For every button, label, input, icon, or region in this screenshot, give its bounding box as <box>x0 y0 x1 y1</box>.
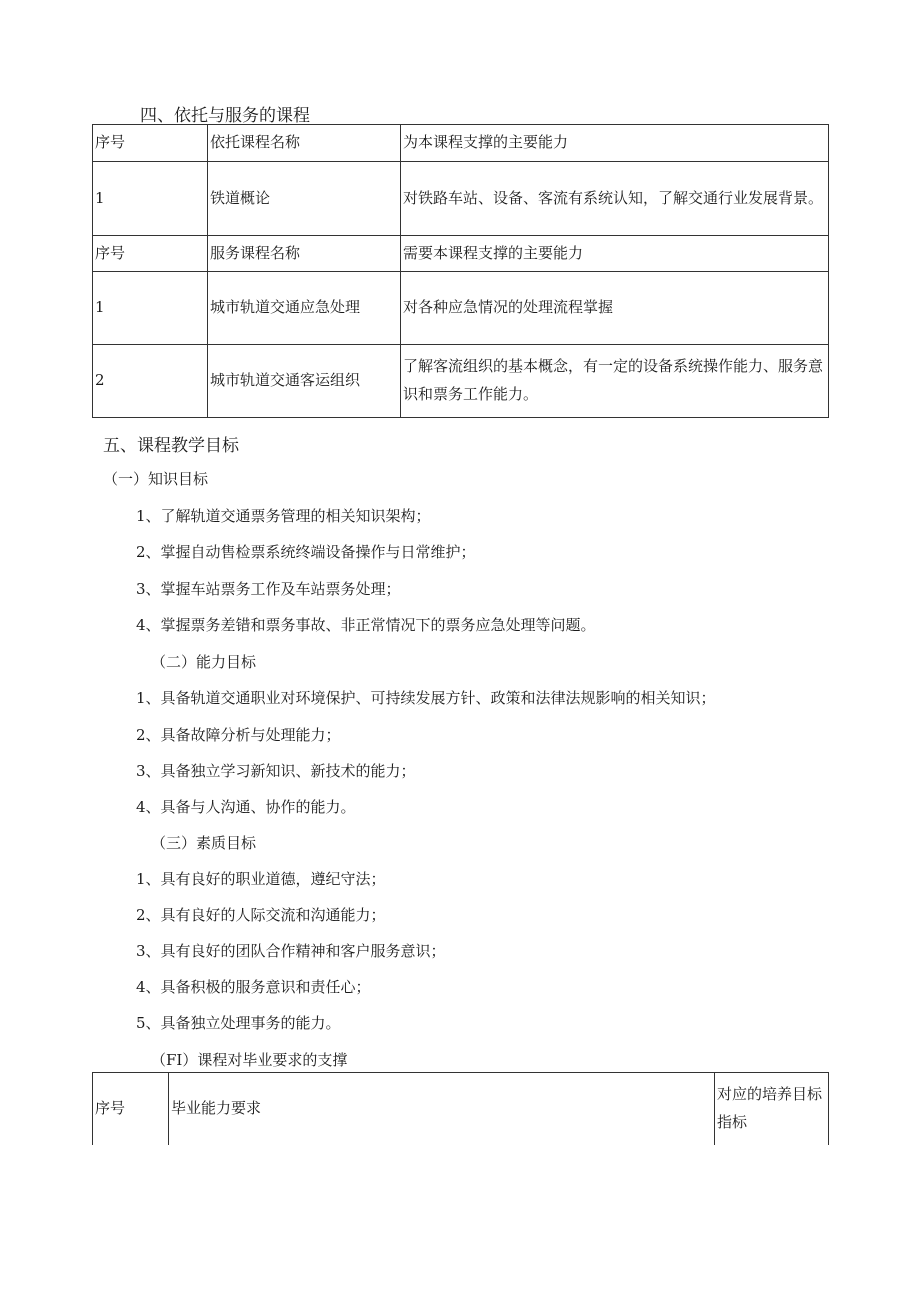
header-cell: 依托课程名称 <box>208 125 401 162</box>
table-cell: 1 <box>93 272 208 345</box>
table-row <box>93 345 829 418</box>
ability-goals-heading: （二）能力目标 <box>151 653 257 671</box>
list-item: 3、具备独立学习新知识、新技术的能力； <box>136 762 416 780</box>
header-cell: 服务课程名称 <box>208 236 401 272</box>
table-cell: 2 <box>93 345 208 418</box>
table-row <box>93 162 829 236</box>
header-cell: 毕业能力要求 <box>169 1073 715 1145</box>
list-item: 1、了解轨道交通票务管理的相关知识架构； <box>136 507 431 525</box>
table-cell: 了解客流组织的基本概念，有一定的设备系统操作能力、服务意识和票务工作能力。 <box>401 345 829 418</box>
list-item: 3、掌握车站票务工作及车站票务处理； <box>136 580 401 598</box>
knowledge-goals-heading: （一）知识目标 <box>103 470 209 488</box>
table-cell: 铁道概论 <box>208 162 401 236</box>
list-item: 2、具有良好的人际交流和沟通能力； <box>136 906 386 924</box>
table-cell: 城市轨道交通客运组织 <box>208 345 401 418</box>
header-cell: 需要本课程支撑的主要能力 <box>401 236 829 272</box>
header-cell: 序号 <box>93 125 208 162</box>
header-cell: 对应的培养目标指标 <box>715 1073 829 1145</box>
section-4-title: 四、依托与服务的课程 <box>140 106 310 126</box>
graduation-support-table <box>92 1072 829 1145</box>
table-cell: 对各种应急情况的处理流程掌握 <box>401 272 829 345</box>
list-item: 1、具有良好的职业道德，遵纪守法； <box>136 870 386 888</box>
header-cell: 序号 <box>93 1073 169 1145</box>
table-cell: 1 <box>93 162 208 236</box>
list-item: 3、具有良好的团队合作精神和客户服务意识； <box>136 942 446 960</box>
list-item: 1、具备轨道交通职业对环境保护、可持续发展方针、政策和法律法规影响的相关知识； <box>136 689 716 707</box>
section-5-title: 五、课程教学目标 <box>103 436 239 456</box>
table-cell: 对铁路车站、设备、客流有系统认知，了解交通行业发展背景。 <box>401 162 829 236</box>
table-header-row <box>93 236 829 272</box>
list-item: 2、具备故障分析与处理能力； <box>136 726 341 744</box>
graduation-support-heading: （FI）课程对毕业要求的支撑 <box>151 1051 348 1069</box>
list-item: 4、掌握票务差错和票务事故、非正常情况下的票务应急处理等问题。 <box>136 616 596 634</box>
table-row <box>93 272 829 345</box>
header-cell: 为本课程支撑的主要能力 <box>401 125 829 162</box>
header-cell: 序号 <box>93 236 208 272</box>
table-header-row <box>93 125 829 162</box>
table-header-row <box>93 1073 829 1145</box>
table-cell: 城市轨道交通应急处理 <box>208 272 401 345</box>
list-item: 4、具备积极的服务意识和责任心； <box>136 978 371 996</box>
quality-goals-heading: （三）素质目标 <box>151 834 257 852</box>
course-relation-table <box>92 124 829 418</box>
list-item: 4、具备与人沟通、协作的能力。 <box>136 798 356 816</box>
list-item: 5、具备独立处理事务的能力。 <box>136 1014 341 1032</box>
list-item: 2、掌握自动售检票系统终端设备操作与日常维护； <box>136 543 476 561</box>
